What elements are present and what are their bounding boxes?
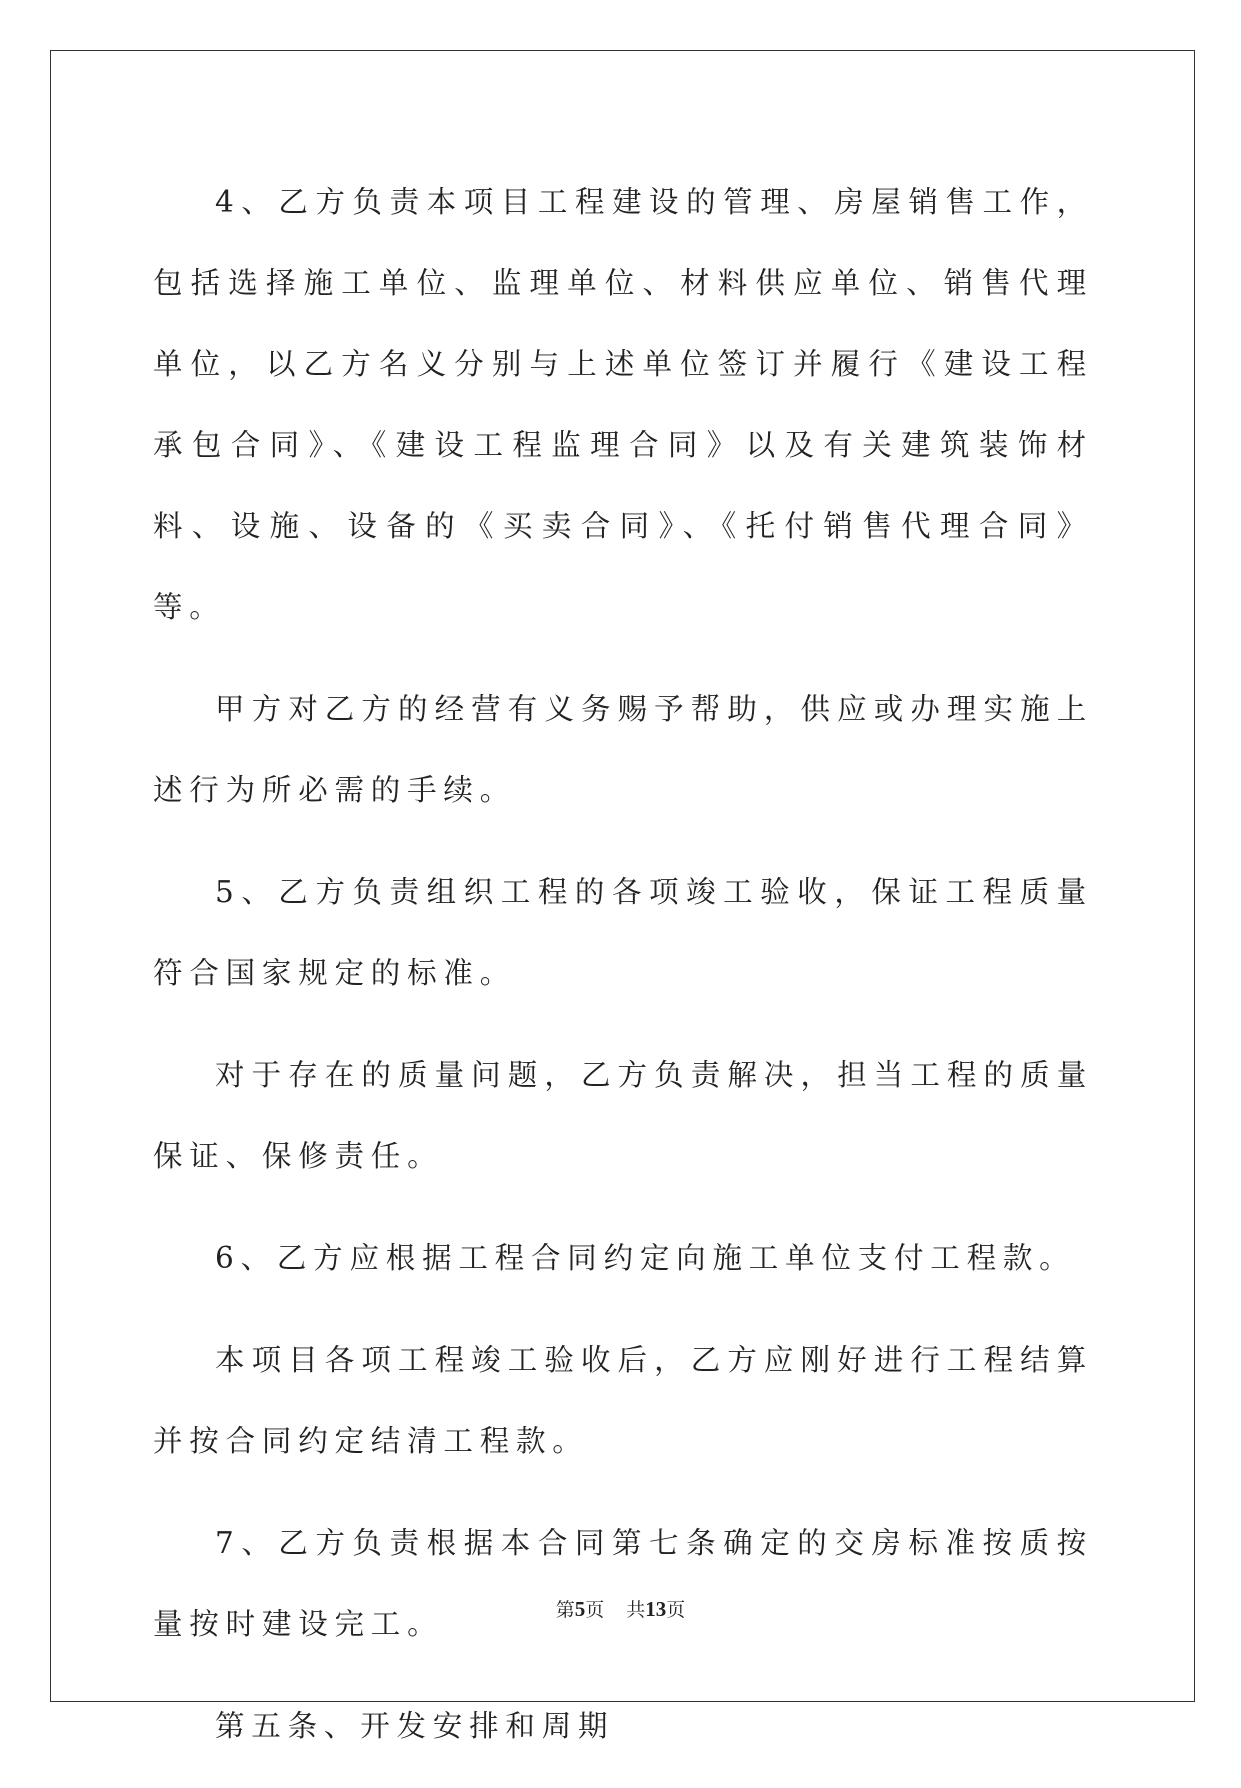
section-heading-article-5: 第五条、开发安排和周期 [215,1709,615,1743]
paragraph-clause-4-party-a: 甲方对乙方的经营有义务赐予帮助，供应或办理实施上述行为所必需的手续。 [153,692,1093,807]
paragraph-clause-4: 4、乙方负责本项目工程建设的管理、房屋销售工作，包括选择施工单位、监理单位、材料供应单位、销售代理单位，以乙方名义分别与上述单位签订并履行《建设工程承包合同》、《建设工程监理合同》以及有关建筑装饰材料、设施、设备的《买卖合同》、《托付销售代理合同》等。 [153,185,1093,624]
page-footer [0,1595,1241,1622]
footer-page-prefix: 第 [555,1599,575,1621]
footer-total-suffix: 页 [666,1599,686,1621]
document-body [153,162,1093,1788]
paragraph-clause-7: 7、乙方负责根据本合同第七条确定的交房标准按质按量按时建设完工。 [153,1526,1093,1641]
footer-page-number: 5 [574,1597,586,1621]
footer-total-pages: 13 [645,1597,667,1621]
paragraph-clause-5-quality: 对于存在的质量问题，乙方负责解决，担当工程的质量保证、保修责任。 [153,1058,1093,1173]
paragraph-clause-6-settlement: 本项目各项工程竣工验收后，乙方应刚好进行工程结算并按合同约定结清工程款。 [153,1343,1093,1458]
footer-total-prefix: 共 [626,1599,646,1621]
paragraph-clause-5: 5、乙方负责组织工程的各项竣工验收，保证工程质量符合国家规定的标准。 [153,875,1093,990]
footer-page-suffix: 页 [585,1599,605,1621]
paragraph-clause-6: 6、乙方应根据工程合同约定向施工单位支付工程款。 [215,1241,1076,1275]
